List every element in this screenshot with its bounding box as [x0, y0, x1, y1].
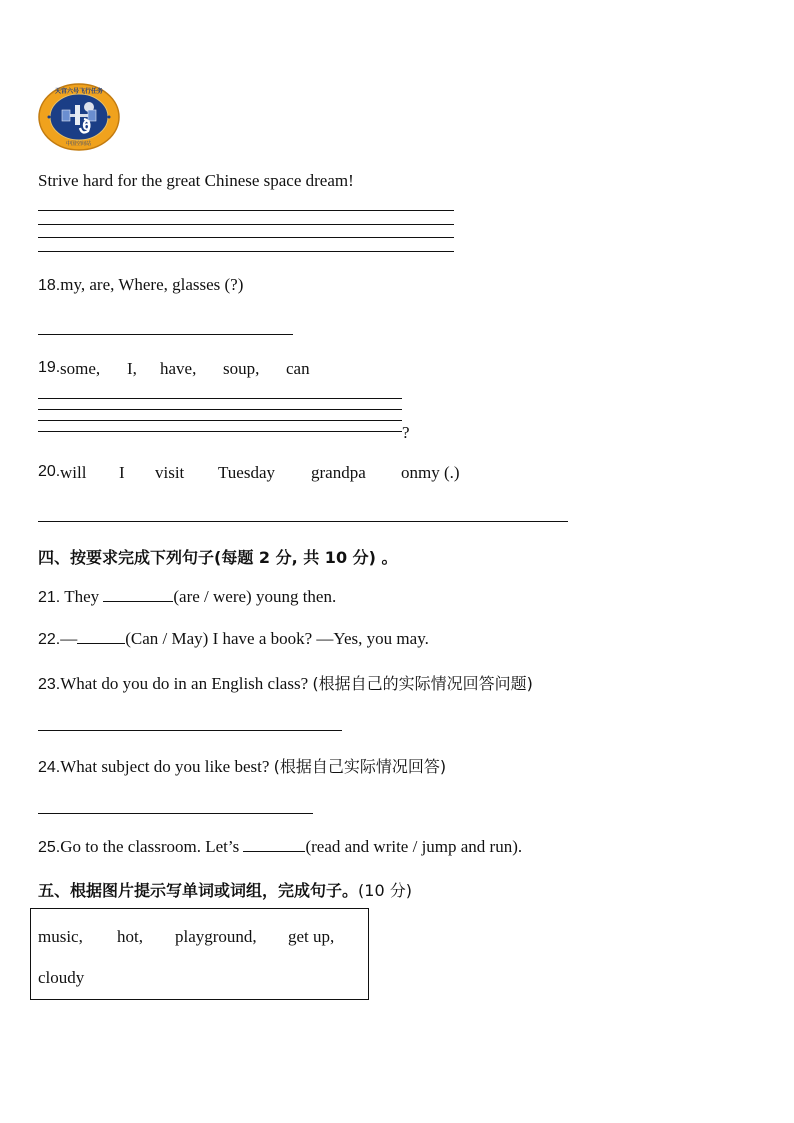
answer-line: [38, 210, 454, 211]
mission-logo: [37, 83, 121, 151]
question-text: my, are, Where, glasses (?): [60, 275, 244, 294]
question-number: 18.: [38, 277, 61, 294]
answer-line: [38, 251, 454, 252]
logo-top-text: 天宫六号飞行任务: [55, 88, 104, 95]
question-24: [38, 754, 446, 777]
question-18: [38, 275, 243, 295]
answer-line[interactable]: [38, 334, 293, 335]
fill-blank[interactable]: [243, 837, 305, 852]
scrambled-word: Tuesday: [218, 463, 275, 482]
question-text: They: [60, 587, 104, 606]
word-bank-box: [30, 908, 369, 1000]
section-4-heading: 四、按要求完成下列句子(每题 2 分, 共 10 分) 。: [38, 548, 398, 567]
section-5-score: (10 分): [358, 881, 412, 900]
word-bank-item: hot,: [117, 927, 143, 946]
fill-blank[interactable]: [77, 629, 125, 644]
word-bank-item: get up,: [288, 927, 335, 946]
question-number: 21.: [38, 589, 61, 606]
fill-blank[interactable]: [103, 587, 173, 602]
answer-line[interactable]: [38, 409, 402, 410]
logo-bottom-text: 中国空间站: [66, 141, 92, 147]
question-number: 23.: [38, 676, 61, 693]
question-hint: (根据自己的实际情况回答问题): [312, 674, 533, 693]
question-hint: (根据自己实际情况回答): [273, 757, 447, 776]
answer-line[interactable]: [38, 398, 402, 399]
scrambled-word: I: [119, 463, 125, 482]
answer-line[interactable]: [38, 521, 568, 522]
word-bank-row: [38, 927, 358, 949]
scrambled-word: soup,: [223, 359, 260, 378]
question-text: (read and write / jump and run).: [305, 837, 523, 856]
question-text: What do you do in an English class?: [60, 674, 313, 693]
answer-line[interactable]: [38, 813, 313, 814]
scrambled-word: will: [60, 463, 87, 482]
answer-line[interactable]: [38, 730, 342, 731]
logo-digit: 6: [82, 119, 92, 134]
scrambled-word: have,: [160, 359, 197, 378]
question-23: [38, 671, 533, 694]
question-25: [38, 837, 522, 857]
answer-line: [38, 224, 454, 225]
question-number: 24.: [38, 759, 61, 776]
answer-line[interactable]: [38, 420, 402, 421]
question-number: 20.: [38, 463, 61, 480]
word-bank-item: music,: [38, 927, 83, 946]
question-21: [38, 587, 336, 607]
question-number: 25.: [38, 839, 61, 856]
scrambled-word: grandpa: [311, 463, 366, 482]
question-text: (Can / May) I have a book? —Yes, you may.: [125, 629, 429, 648]
question-text: (are / were) young then.: [173, 587, 337, 606]
question-text: What subject do you like best?: [60, 757, 274, 776]
q17-sentence: Strive hard for the great Chinese space dream!: [38, 171, 354, 190]
scrambled-word: some,: [60, 359, 101, 378]
question-19: [38, 359, 338, 381]
scrambled-word: I,: [127, 359, 137, 378]
word-bank-item: cloudy: [38, 968, 85, 987]
answer-line: [38, 237, 454, 238]
question-22: [38, 629, 429, 649]
question-end-mark: ?: [402, 423, 410, 442]
question-number: 19.: [38, 359, 61, 376]
question-text: Go to the classroom. Let’s: [60, 837, 244, 856]
word-bank-row: [38, 968, 358, 990]
question-number: 22.: [38, 631, 61, 648]
section-5-title: 五、根据图片提示写单词或词组，完成句子。: [38, 881, 359, 900]
scrambled-word: visit: [155, 463, 185, 482]
answer-line[interactable]: [38, 431, 402, 432]
dialogue-dash: —: [60, 629, 78, 648]
section-5-heading: [38, 878, 412, 901]
word-bank-item: playground,: [175, 927, 257, 946]
scrambled-word: can: [286, 359, 310, 378]
scrambled-word: onmy (.): [401, 463, 460, 482]
question-20: [38, 463, 478, 485]
